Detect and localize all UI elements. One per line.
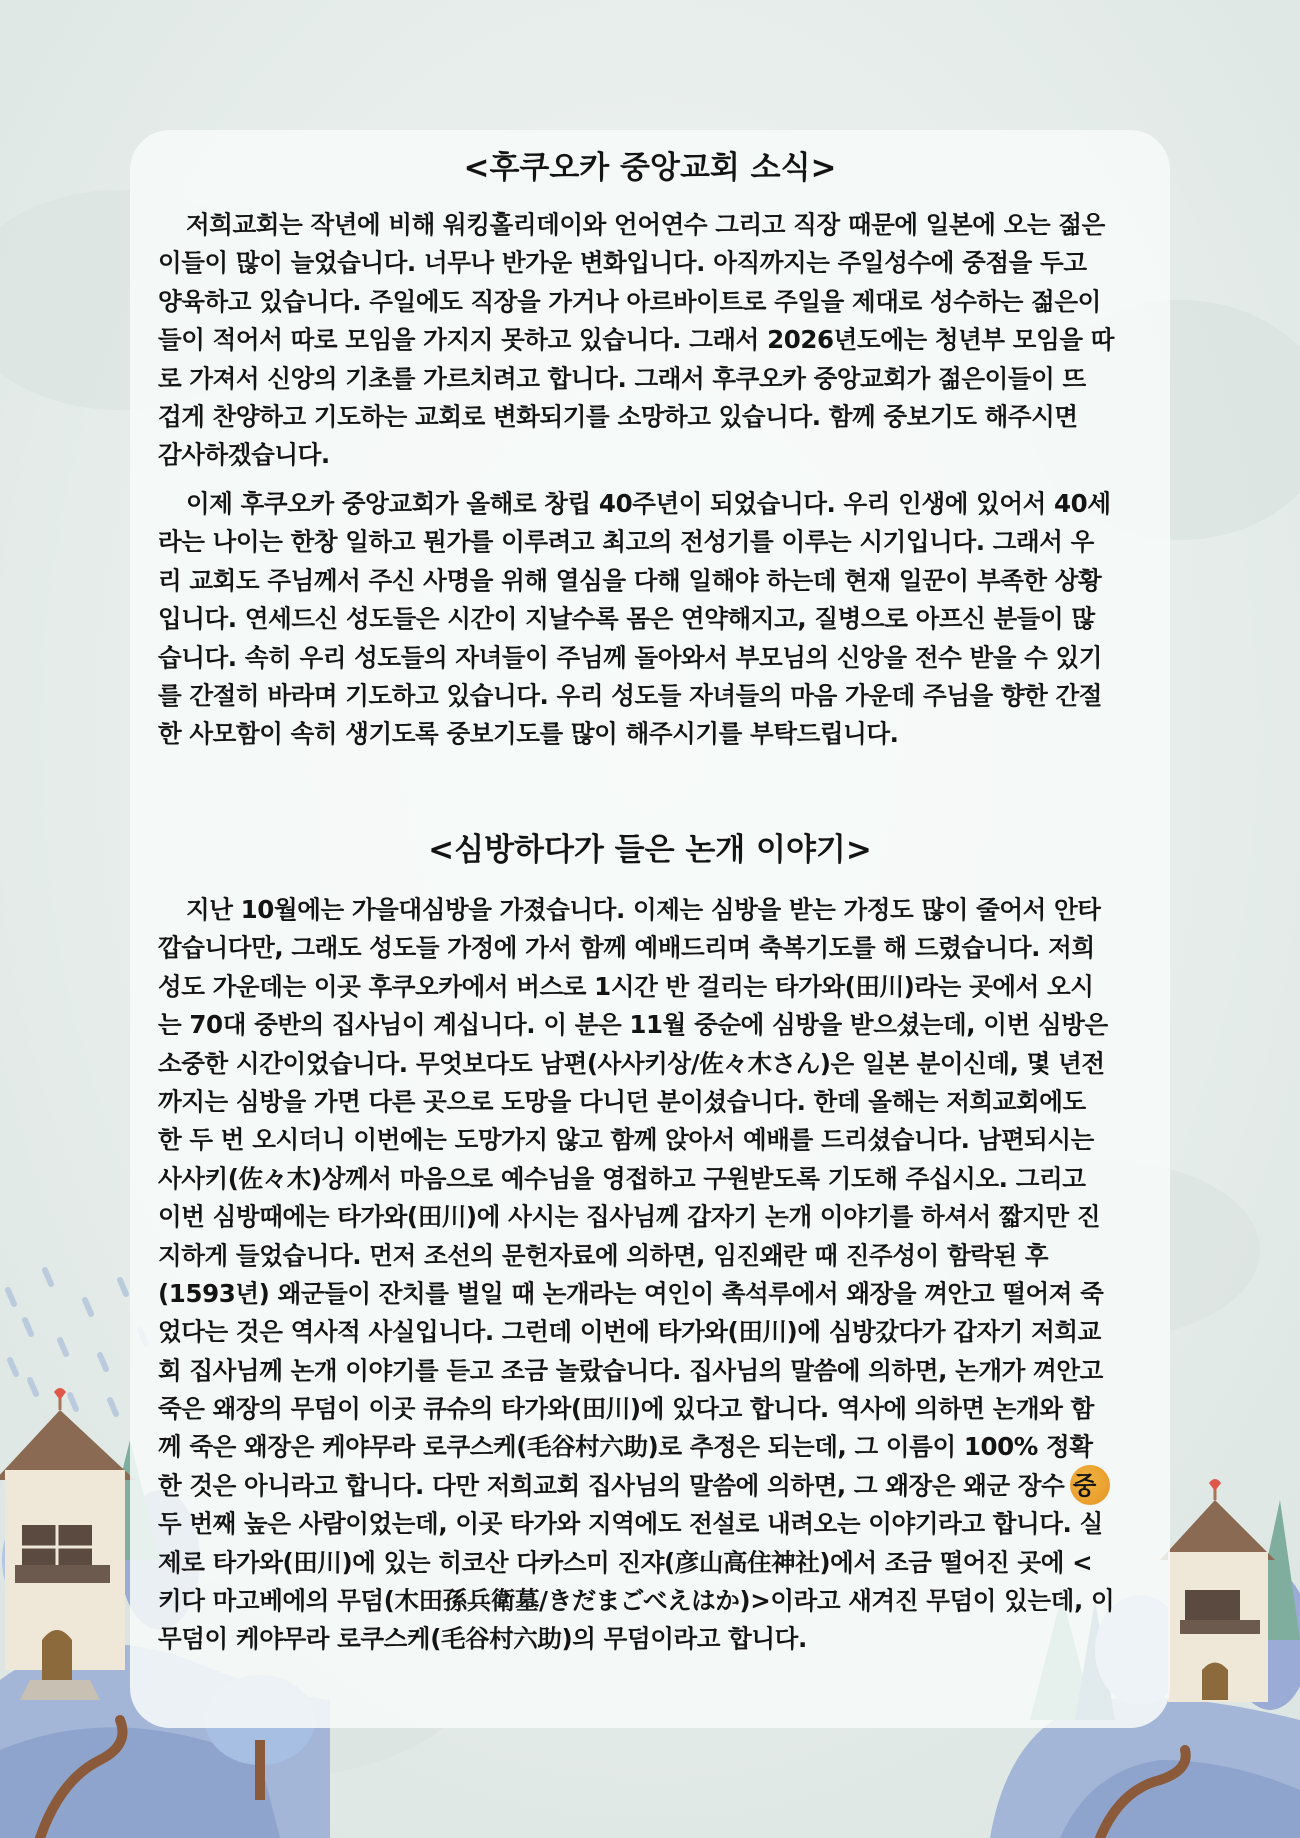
text-line: 회 집사님께 논개 이야기를 듣고 조금 놀랐습니다. 집사님의 말씀에 의하면, 논개가 껴안고 bbox=[158, 1355, 1103, 1385]
text-line: 한 것은 아니라고 합니다. 다만 저희교회 집사님의 말씀에 의하면, 그 왜장은 왜군 장수 중 bbox=[158, 1470, 1096, 1500]
text-line: 입니다. 연세드신 성도들은 시간이 지날수록 몸은 연약해지고, 질병으로 아프신 분들이 많 bbox=[158, 604, 1095, 634]
text-line: 감사하겠습니다. bbox=[158, 440, 330, 470]
text-line: 로 가져서 신앙의 기초를 가르치려고 합니다. 그래서 후쿠오카 중앙교회가 젊은이들이 뜨 bbox=[158, 363, 1086, 393]
text-line: 었다는 것은 역사적 사실입니다. 그런데 이번에 타가와(田川)에 심방갔다가 갑자기 저희교 bbox=[158, 1317, 1101, 1347]
section-title-nongae-story: <심방하다가 들은 논개 이야기> bbox=[428, 832, 872, 868]
text-line: 성도 가운데는 이곳 후쿠오카에서 버스로 1시간 반 걸리는 타가와(田川)라는 곳에서 오시 bbox=[158, 971, 1094, 1001]
text-line: 를 간절히 바라며 기도하고 있습니다. 우리 성도들 자녀들의 마음 가운데 주님을 향한 간절 bbox=[158, 680, 1103, 710]
text-line: 습니다. 속히 우리 성도들의 자녀들이 주님께 돌아와서 부모님의 신앙을 전수 받을 수 있기 bbox=[158, 642, 1103, 672]
text-line: 라는 나이는 한창 일하고 뭔가를 이루려고 최고의 전성기를 이루는 시기입니다. 그래서 우 bbox=[158, 527, 1094, 557]
text-line: 이들이 많이 늘었습니다. 너무나 반가운 변화입니다. 아직까지는 주일성수에 중점을 두고 bbox=[158, 248, 1087, 278]
text-line: 제로 타가와(田川)에 있는 히코산 다카스미 진쟈(彦山高住神社)에서 조금 떨어진 곳에 < bbox=[158, 1547, 1093, 1577]
church-news-paragraph-2 bbox=[158, 485, 1148, 754]
text-line: 지하게 들었습니다. 먼저 조선의 문헌자료에 의하면, 임진왜란 때 진주성이 함락된 후 bbox=[158, 1240, 1049, 1270]
text-line: 죽은 왜장의 무덤이 이곳 큐슈의 타가와(田川)에 있다고 합니다. 역사에 의하면 논개와 함 bbox=[158, 1394, 1094, 1424]
nongae-story-paragraph bbox=[158, 891, 1148, 1659]
text-line: 깝습니다만, 그래도 성도들 가정에 가서 함께 예배드리며 축복기도를 해 드렸습니다. 저희 bbox=[158, 933, 1095, 963]
text-line: 리 교회도 주님께서 주신 사명을 위해 열심을 다해 일해야 하는데 현재 일꾼이 부족한 상황 bbox=[158, 565, 1102, 595]
text-line: 무덤이 케야무라 로쿠스케(毛谷村六助)의 무덤이라고 합니다. bbox=[158, 1624, 807, 1654]
text-line: (1593년) 왜군들이 잔치를 벌일 때 논개라는 여인이 촉석루에서 왜장을 껴안고 떨어져 죽 bbox=[158, 1278, 1104, 1308]
text-line: 한 사모함이 속히 생기도록 중보기도를 많이 해주시기를 부탁드립니다. bbox=[158, 719, 899, 749]
text-line: 양육하고 있습니다. 주일에도 직장을 가거나 아르바이트로 주일을 제대로 성수하는 젊은이 bbox=[158, 286, 1101, 316]
text-line: 까지는 심방을 가면 다른 곳으로 도망을 다니던 분이셨습니다. 한데 올해는 저희교회에도 bbox=[158, 1086, 1086, 1116]
church-news-paragraph-1 bbox=[158, 206, 1148, 475]
text-line: 두 번째 높은 사람이었는데, 이곳 타가와 지역에도 전설로 내려오는 이야기라고 합니다. 실 bbox=[158, 1509, 1103, 1539]
text-line: 키다 마고베에의 무덤(木田孫兵衛墓/きだまごべえはか)>이라고 새겨진 무덤이 있는데, 이 bbox=[158, 1586, 1115, 1616]
text-line: 께 죽은 왜장은 케야무라 로쿠스케(毛谷村六助)로 추정은 되는데, 그 이름이 100% 정확 bbox=[158, 1432, 1093, 1462]
text-line: 지난 10월에는 가을대심방을 가졌습니다. 이제는 심방을 받는 가정도 많이 줄어서 안타 bbox=[186, 895, 1101, 924]
text-line: 겁게 찬양하고 기도하는 교회로 변화되기를 소망하고 있습니다. 함께 중보기도 해주시면 bbox=[158, 401, 1078, 431]
text-line: 사사키(佐々木)상께서 마음으로 예수님을 영접하고 구원받도록 기도해 주십시오. 그리고 bbox=[158, 1163, 1086, 1193]
text-line: 이번 심방때에는 타가와(田川)에 사시는 집사님께 갑자기 논개 이야기를 하셔서 짧지만 진 bbox=[158, 1202, 1101, 1232]
text-line: 이제 후쿠오카 중앙교회가 올해로 창립 40주년이 되었습니다. 우리 인생에 있어서 40세 bbox=[186, 489, 1111, 518]
text-line: 는 70대 중반의 집사님이 계십니다. 이 분은 11월 중순에 심방을 받으셨는데, 이번 심방은 bbox=[158, 1010, 1108, 1040]
text-line: 한 두 번 오시더니 이번에는 도망가지 않고 함께 앉아서 예배를 드리셨습니다. 남편되시는 bbox=[158, 1125, 1094, 1155]
text-line: 저희교회는 작년에 비해 워킹홀리데이와 언어연수 그리고 직장 때문에 일본에 오는 젊은 bbox=[186, 210, 1105, 239]
text-line: 소중한 시간이었습니다. 무엇보다도 남편(사사키상/佐々木さん)은 일본 분이신데, 몇 년전 bbox=[158, 1048, 1105, 1078]
section-title-church-news: <후쿠오카 중앙교회 소식> bbox=[463, 150, 837, 186]
text-line: 들이 적어서 따로 모임을 가지지 못하고 있습니다. 그래서 2026년도에는 청년부 모임을 따 bbox=[158, 325, 1114, 355]
